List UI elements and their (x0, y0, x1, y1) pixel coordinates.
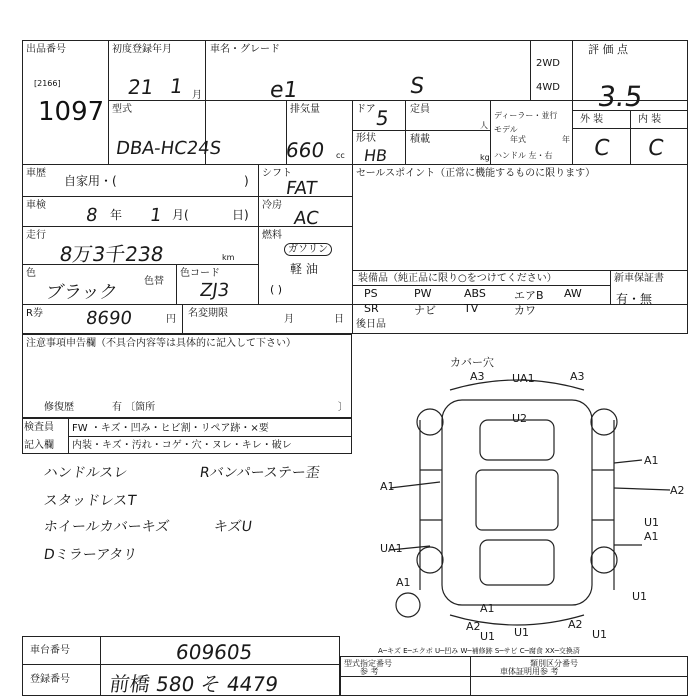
mark-u1-right-1: U1 (644, 516, 660, 529)
warranty-value: 有・無 (616, 292, 653, 306)
model-label: 型式 (112, 104, 132, 115)
chassis-value: 609605 (174, 640, 255, 664)
mark-a3-left: A3 (470, 370, 485, 383)
interior-value: C (646, 136, 666, 161)
after-sale-label: 後日品 (356, 319, 386, 330)
note-3: スタッドレスT (42, 493, 138, 509)
ac-label: 冷房 (262, 200, 282, 211)
inspector-label-1: 検査員 (24, 422, 54, 433)
capacity-label: 定員 (410, 104, 430, 115)
car-name-value: e1 (268, 78, 300, 103)
history-label: 車歴 (26, 168, 46, 179)
mark-a3-right: A3 (570, 370, 585, 383)
mark-a2-bottom-left: A2 (466, 620, 481, 633)
mileage-unit: km (222, 253, 235, 262)
inspection-day: 日) (232, 208, 249, 222)
drive-4wd: 4WD (536, 82, 560, 93)
inspection-month: 1 (148, 205, 163, 226)
remarks-label: 注意事項申告欄（不具合内容等は具体的に記入して下さい） (26, 338, 296, 349)
interior-label: 内 装 (638, 114, 662, 125)
mark-ua1-top: UA1 (512, 372, 535, 385)
color-number-label: 色替 (144, 276, 164, 287)
diagram-legend: A─キズ E─エクボ U─凹み W─補修跡 S─サビ C─腐食 XX─交換済 (378, 647, 580, 655)
load-label: 積載 (410, 134, 430, 145)
equipment-item-row2-3: カワ (514, 304, 536, 317)
first-registration-month: 1 (168, 74, 185, 98)
dealer-label: ディーラー・並行 (494, 111, 558, 120)
history-value: 自家用・( (64, 174, 117, 188)
score-label: 評 価 点 (588, 43, 628, 56)
repair-close: 〕 (338, 402, 348, 413)
color-label: 色 (26, 268, 36, 279)
recycle-value: 8690 (84, 308, 134, 329)
inspector-label-2: 記入欄 (24, 440, 54, 451)
handle-label: ハンドル 左・右 (494, 151, 553, 160)
equipment-item-row1-3: エアB (514, 289, 544, 302)
grade-value: S (408, 74, 426, 99)
inspection-year-unit: 年 (110, 208, 123, 222)
lot-number-label: 出品番号 (26, 44, 66, 55)
exterior-label: 外 装 (580, 114, 604, 125)
mark-a1-right-2: A1 (644, 530, 659, 543)
note-6: Dミラーアタリ (42, 547, 139, 563)
shape-value: HB (362, 146, 389, 165)
first-registration-year: 21 (126, 75, 156, 99)
sales-point-label: セールスポイント（正常に機能するものに限ります） (356, 168, 596, 179)
year-unit: 年 (562, 135, 570, 144)
first-registration-month-unit: 月 (192, 90, 202, 101)
chassis-label: 車台番号 (30, 645, 70, 656)
name-change-month: 月 (284, 314, 294, 325)
category-label: 類別区分番号 (530, 659, 578, 668)
mark-u1-bottom-3: U1 (592, 628, 608, 641)
inspection-label: 車検 (26, 200, 46, 211)
score-value: 3.5 (595, 80, 645, 113)
recycle-unit: 円 (166, 314, 176, 325)
displacement-label: 排気量 (290, 104, 320, 115)
shape-label: 形状 (356, 133, 376, 144)
doors-value: 5 (374, 106, 391, 130)
displacement-value: 660 (284, 138, 326, 162)
mark-a1-bottom: A1 (480, 602, 495, 615)
inspection-month-unit: 月( (172, 208, 189, 222)
repair-label: 修復歴 (44, 402, 74, 413)
mileage-label: 走行 (26, 230, 46, 241)
mark-a2-bottom-right: A2 (568, 618, 583, 631)
mark-a1-left-1: A1 (380, 480, 395, 493)
load-unit: kg (480, 153, 490, 162)
mark-cover-hole: カバー穴 (450, 356, 494, 369)
equipment-item-row1-4: AW (564, 287, 582, 300)
car-damage-diagram (380, 356, 685, 643)
fuel-diesel: 軽 油 (290, 262, 318, 276)
note-1: ハンドルスレ (42, 465, 129, 481)
mark-a1-left-2: A1 (396, 576, 411, 589)
type-designation-label: 型式指定番号 (344, 659, 392, 668)
inspector-row-1: FW ・キズ・凹み・ヒビ割・リペア跡・×要 (72, 423, 269, 434)
repair-value: 有 〔箇所 (112, 402, 156, 413)
equipment-item-row2-0: SR (364, 302, 379, 315)
fuel-paren: ( ) (270, 283, 283, 296)
mark-a2-right: A2 (670, 484, 685, 497)
inspector-row-2: 内装・キズ・汚れ・コゲ・穴・ヌレ・キレ・破レ (72, 440, 292, 451)
name-change-label: 名変期限 (188, 308, 228, 319)
equipment-item-row1-2: ABS (464, 287, 486, 300)
equipment-item-row1-1: PW (414, 287, 432, 300)
drive-2wd: 2WD (536, 58, 560, 69)
car-name-label: 車名・グレード (210, 44, 280, 55)
history-close: ) (244, 174, 249, 188)
name-change-day: 日 (334, 314, 344, 325)
inspection-year: 8 (84, 205, 99, 226)
color-code-value: ZJ3 (198, 280, 231, 301)
fuel-label: 燃料 (262, 230, 282, 241)
mark-a1-right-1: A1 (644, 454, 659, 467)
mileage-value: 8万3千238 (58, 242, 166, 266)
mark-u1-bottom-2: U1 (514, 626, 530, 639)
shift-value: FAT (284, 178, 319, 199)
mark-u1-right-2: U1 (632, 590, 648, 603)
warranty-label: 新車保証書 (614, 273, 664, 284)
mark-ua1-left: UA1 (380, 542, 403, 555)
reference-label: 参 考 (360, 667, 379, 676)
plate-value: 前橋 580 そ 4479 (108, 672, 280, 696)
first-registration-label: 初度登録年月 (112, 44, 172, 55)
doors-label: ドア (356, 104, 376, 115)
mark-u1-bottom-1: U1 (480, 630, 496, 643)
color-value: ブラック (44, 282, 119, 303)
model-value: DBA-HC24S (114, 138, 223, 159)
cert-label: 車体証明用 (500, 667, 540, 676)
note-4: ホイールカバーキズ (42, 519, 171, 535)
equipment-item-row1-0: PS (364, 287, 378, 300)
capacity-unit: 人 (480, 121, 488, 130)
recycle-label: R券 (26, 308, 43, 319)
equipment-item-row2-2: TV (464, 302, 479, 315)
plate-label: 登録番号 (30, 674, 70, 685)
note-5: キズU (212, 519, 253, 535)
ac-value: AC (292, 208, 321, 229)
shift-label: シフト (262, 168, 292, 179)
color-code-label: 色コード (180, 268, 220, 279)
reference-label-2: 参 考 (540, 667, 559, 676)
displacement-unit: cc (336, 151, 345, 160)
model-year-label: モデル (494, 125, 518, 134)
exterior-value: C (592, 136, 612, 161)
mark-u2: U2 (512, 412, 528, 425)
fuel-gasoline: ガソリン (284, 244, 332, 255)
equipment-label: 装備品（純正品に限り○をつけてください） (358, 273, 557, 284)
year-label: 年式 (510, 135, 526, 144)
equipment-item-row2-1: ナビ (414, 304, 436, 317)
lot-code: [2166] (34, 79, 61, 88)
lot-number: 1097 (38, 97, 105, 127)
note-2: Rバンパーステー歪 (198, 465, 321, 481)
